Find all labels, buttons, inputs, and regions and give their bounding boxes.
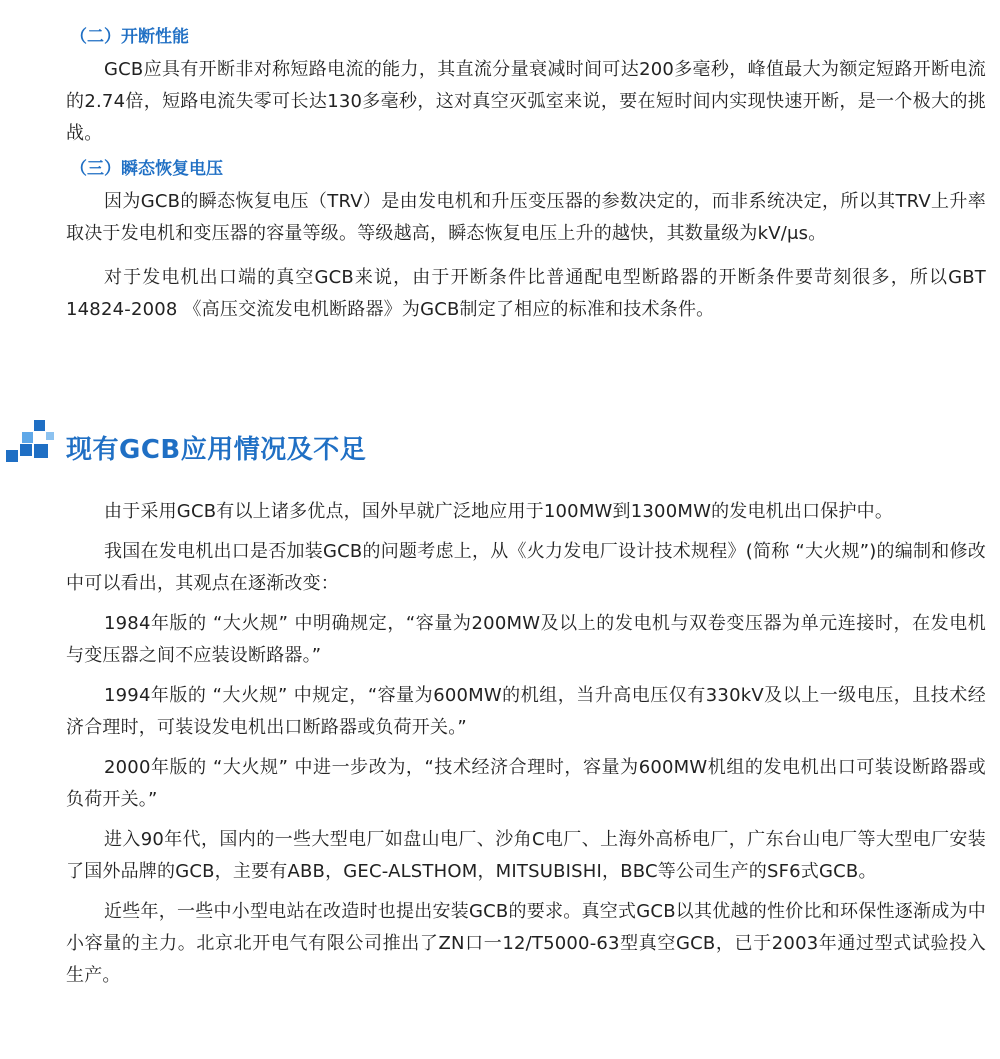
paragraph-trv: 因为GCB的瞬态恢复电压（TRV）是由发电机和升压变压器的参数决定的，而非系统决定，所以其TRV上升率取决于发电机和变压器的容量等级。等级越高，瞬态恢复电压上升的越快，其数量级为kV/μs。	[66, 191, 986, 244]
section-performance	[66, 0, 986, 326]
paragraph: 我国在发电机出口是否加装GCB的问题考虑上，从《火力发电厂设计技术规程》(简称 “大火规”)的编制和修改中可以看出，其观点在逐渐改变：	[66, 541, 986, 594]
subheading-transient-recovery-voltage: （三）瞬态恢复电压	[70, 159, 223, 179]
subheading-breaking-performance: （二）开断性能	[70, 27, 189, 47]
section-header	[0, 420, 1000, 480]
paragraph: 1984年版的 “大火规” 中明确规定，“容量为200MW及以上的发电机与双卷变压器为单元连接时，在发电机与变压器之间不应装设断路器。”	[66, 613, 986, 666]
paragraph: 2000年版的 “大火规” 中进一步改为，“技术经济合理时，容量为600MW机组的发电机出口可装设断路器或负荷开关。”	[66, 757, 986, 810]
paragraph-breaking-performance: GCB应具有开断非对称短路电流的能力，其直流分量衰减时间可达200多毫秒，峰值最大为额定短路开断电流的2.74倍，短路电流失零可长达130多毫秒，这对真空灭弧室来说，要在短时间内实现快速开断，是一个极大的挑战。	[66, 59, 986, 144]
paragraph: 1994年版的 “大火规” 中规定，“容量为600MW的机组，当升高电压仅有330kV及以上一级电压，且技术经济合理时，可装设发电机出口断路器或负荷开关。”	[66, 685, 986, 738]
paragraph: 由于采用GCB有以上诸多优点，国外早就广泛地应用于100MW到1300MW的发电机出口保护中。	[104, 501, 894, 522]
blue-squares-icon	[0, 420, 60, 480]
paragraph: 进入90年代，国内的一些大型电厂如盘山电厂、沙角C电厂、上海外高桥电厂，广东台山电厂等大型电厂安装了国外品牌的GCB，主要有ABB，GEC-ALSTHOM，MITSUBISHI，BBC等公司生产的SF6式GCB。	[66, 829, 986, 882]
paragraph: 近些年，一些中小型电站在改造时也提出安装GCB的要求。真空式GCB以其优越的性价比和环保性逐渐成为中小容量的主力。北京北开电气有限公司推出了ZN口一12/T5000-63型真空GCB，已于2003年通过型式试验投入生产。	[66, 901, 986, 986]
paragraph-standard: 对于发电机出口端的真空GCB来说，由于开断条件比普通配电型断路器的开断条件要苛刻很多，所以GBT 14824-2008 《高压交流发电机断路器》为GCB制定了相应的标准和技术条件。	[66, 267, 986, 320]
section-application-status	[66, 496, 986, 992]
section-title: 现有GCB应用情况及不足	[66, 435, 367, 465]
